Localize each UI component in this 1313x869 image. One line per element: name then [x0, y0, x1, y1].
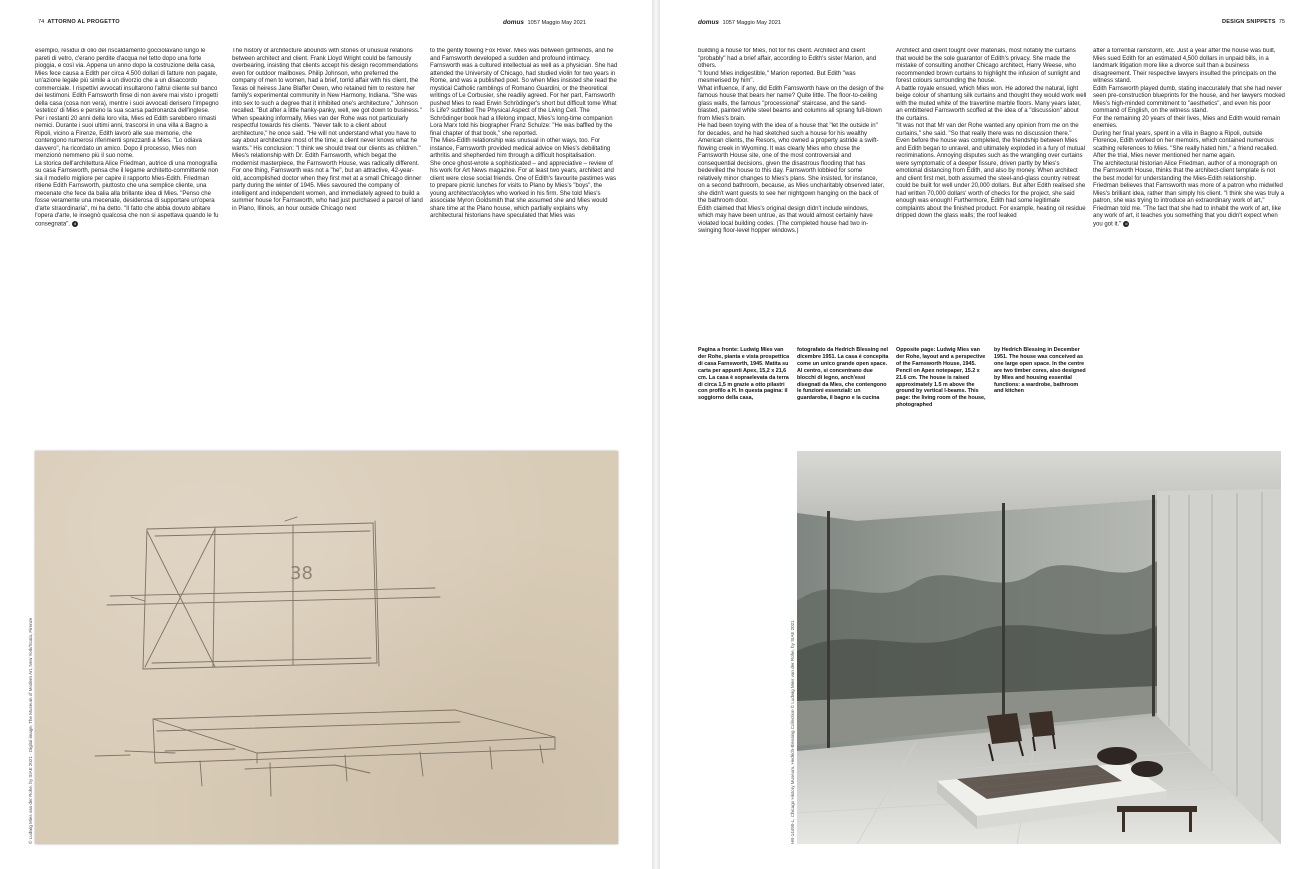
left-header	[38, 19, 120, 26]
end-mark-icon: d	[1125, 220, 1128, 226]
left-column-2	[232, 48, 423, 343]
left-photo-credit: © Ludwig Mies van der Rohe, by SIAE 2021 · Digital image, The Museum of Modern Art, New York/Scala, Firenze	[28, 617, 33, 844]
paragraph: During her final years, spent in a villa in Bagno a Ripoli, outside Florence, Edith worked on her memoirs, which contained numerous scathing references to Mies. "She really hated him," a friend recalled. After the trial, Mies never mentioned her name again.	[1093, 130, 1278, 159]
left-page-number: 74	[38, 19, 45, 25]
paragraph: She once ghost-wrote a sophisticated – and appreciative – review of his work for Art News magazine. For at least two years, architect and client were close social friends. One of Edith's favourite pastimes was to prepare picnic lunches for visits to Plano by Mies's "boys", the young architect/acolytes who worked in his firm. She told Mies's associate Myron Goldsmith that she assumed she and Mies would share time at the Plano house, which partially explains why architectural historians have speculated that Mies was	[430, 160, 617, 219]
paragraph: Friedman believes that Farnsworth was more of a patron who midwifed Mies's brilliant idea, rather than simply his client. "I think she was truly a patron, she was trying to introduce an extraordinary work of art," Friedman told me. "The fact that she had to inhabit the work of art, like any work of art, it teaches you something that you didn't expect when you got it."	[1093, 183, 1285, 228]
interior-photo-drawing	[797, 451, 1281, 844]
paragraph: after a torrential rainstorm, etc. Just a year after the house was built, Mies sued Edith for an estimated 4,500 dollars in unpaid bills, in a landmark litigation more like a divorce suit than a business disagreement. Their respective lawyers insulted the principals on the witness stand.	[1093, 48, 1277, 84]
caption-italian-1: Pagina a fronte: Ludwig Mies van der Rohe, pianta e vista prospettica di casa Farnsworth, 1945. Matita su carta per appunti Apex, 15,2 x 21,6 cm. La casa è sopraelevata da terra di circa 1,5 m grazie a otto pilastri con profilo a H. In questa pagina: il soggiorno della casa,	[698, 347, 790, 402]
left-section-title: ATTORNO AL PROGETTO	[47, 19, 120, 25]
left-page	[0, 0, 652, 869]
pencil-sketch-drawing	[35, 451, 618, 844]
right-header	[1222, 19, 1285, 26]
paragraph: A battle royale ensued, which Mies won. He adored the natural, light beige colour of shantung silk curtains and thought they would work well with the muted white of the travertine marble floors. Many years later, an embittered Farnsworth scoffed at the idea of a "discussion" about the curtains.	[896, 85, 1087, 122]
farnsworth-interior-photo	[797, 451, 1281, 844]
paragraph: The Mies-Edith relationship was unusual in other ways, too. For instance, Farnsworth provided medical advice on Mies's debilitating arthritis and shepherded him through a difficult hospitalisation.	[430, 138, 611, 159]
right-column-1	[698, 48, 885, 344]
right-header-issue	[698, 19, 781, 27]
paragraph: "I found Mies indigestible," Marion reported. But Edith "was mesmerised by him".	[698, 70, 856, 84]
paragraph: Architect and client fought over materials, most notably the curtains that would be the sole guarantor of Edith's privacy. She made the mistake of consulting another Chicago architect, Harry Weese, who recommended brown curtains to highlight the infusion of sunlight and forest colours surrounding the house.	[896, 48, 1081, 84]
paragraph: What influence, if any, did Edith Farnsworth have on the design of the famous house that bears her name? Quite little. The floor-to-ceiling glass walls, the famous "processional" staircase, and the sand-blasted, painted white steel beams and columns all sprang full-blown from Mies's brain.	[698, 85, 884, 122]
caption-english-1: Opposite page: Ludwig Mies van der Rohe, layout and a perspective of the Farnsworth House, 1945. Pencil on Apex notepaper, 15.2 x 21.6 cm. The house is raised approximately 1.5 m above the ground by vertical I-beams. This page: the living room of the house, photographed	[896, 347, 986, 409]
paragraph: Even before the house was completed, the friendship between Mies and Edith began to unravel, and ultimately exploded in a fury of mutual recriminations. Annoying disputes such as the wrangling over curtains were symptomatic of a deeper fissure, driven partly by Mies's emotional distancing from Edith, and also by money. When architect and client first met, both assumed the steel-and-glass country retreat could be built for well under 20,000 dollars. But after Edith realised she had written 70,000 dollars' worth of checks for the project, she said enough was enough! Furthermore, Edith had some legitimate complaints about the finished product. For example, heating oil residue dripped down the glass walls; the roof leaked	[896, 138, 1086, 219]
left-issue: 1057 Maggio May 2021	[527, 20, 586, 26]
right-page-number: 75	[1278, 19, 1286, 25]
caption-italian-2: fotografato da Hedrich Blessing nel dicembre 1951. La casa è concepita come un unico grande open space. Al centro, si concentrano due blocchi di legno, anch'essi disegnati da Mies, che contengono le funzioni essenziali: un guardaroba, il bagno e la cucina	[797, 347, 889, 402]
page-gutter	[652, 0, 660, 869]
right-page	[660, 0, 1313, 869]
paragraph: La storica dell'architettura Alice Friedman, autrice di una monografia su casa Farnsworth, pensa che il legame architetto-committente non sia il modello migliore per capire il rapporto Mies-Edith. Friedman ritiene Edith Farnsworth, piuttosto che una semplice cliente, una mecenate che fece da balia alla brillante idea di Mies. "Penso che fosse veramente una mecenate, desiderosa di supportare un'opera d'arte straordinaria", mi ha detto. "Il fatto che abbia dovuto abitare l'opera d'arte, le insegnò qualcosa che non si aspettava quando le fu consegnata".	[35, 160, 219, 228]
paragraph: The history of architecture abounds with stories of unusual relations between architect and client. Frank Lloyd Wright could be famously overbearing, insisting that clients accept his design recommendations even for outdoor mailboxes. Philip Johnson, who preferred the company of men to women, had a brief, torrid affair with his client, the Texas oil heiress Jane Blaffer Owen, who retained him to restore her family's experimental community in New Harmony, Indiana. "She was into sex to such a degree that it inhibited one's architecture," Johnson recalled. "But after a little hanky-panky, well, we got down to business." When speaking informally, Mies van der Rohe was not particularly respectful towards his clients. "Never talk to a client about architecture," he once said. "He will not understand what you have to say about architecture most of the time; a client never knows what he wants." His conclusion: "I think we should treat our clients as children."	[232, 48, 422, 152]
sketch-annotation: 38	[290, 563, 313, 584]
right-column-2	[896, 48, 1087, 344]
right-section-title: DESIGN SNIPPETS	[1222, 19, 1276, 25]
paragraph: Mies's relationship with Dr. Edith Farnsworth, which begat the modernist masterpiece, the Farnsworth House, was radically different. For one thing, Farnsworth was not a "he", but an attractive, 42-year-old, accomplished doctor when they first met at a small Chicago dinner party during the winter of 1945. Mies savoured the company of intelligent and independent women, and immediately agreed to build a summer house for Farnsworth, who had just purchased a parcel of land in Plano, Illinois, an hour outside Chicago next	[232, 153, 423, 212]
right-issue: 1057 Maggio May 2021	[722, 20, 781, 26]
right-column-3	[1093, 48, 1285, 348]
right-photo-credit: HB-14490-L, Chicago History Museum, Hedrich-Blessing Collection © Ludwig Mies van der Rohe, by SIAE 2021	[790, 620, 795, 844]
right-magazine-brand: domus	[698, 19, 719, 26]
left-header-issue	[503, 19, 586, 27]
left-magazine-brand: domus	[503, 19, 524, 26]
paragraph: to the gently flowing Fox River. Mies was between girlfriends, and he and Farnsworth developed a sudden and profound intimacy. Farnsworth was a cultured intellectual as well as a physician. She had attended the University of Chicago, had studied violin for two years in Rome, and was a published poet. So when Mies insisted she read the mystical Catholic ramblings of Romano Guardini, or the theoretical writings of Le Corbusier, she readily agreed. For her part, Farnsworth pushed Mies to read Erwin Schrödinger's short but difficult tome What Is Life? subtitled The Physical Aspect of the Living Cell. The Schrödinger book had a lifelong impact, Mies's long-time companion Lora Marx told his biographer Franz Schulze: "He was baffled by the final chapter of that book," she reported.	[430, 48, 618, 137]
paragraph: Edith claimed that Mies's original design didn't include windows, which may have been untrue, as that would almost certainly have violated local building codes. (The completed house had two in-swinging floor-level hopper windows.)	[698, 205, 873, 234]
left-column-3	[430, 48, 620, 343]
paragraph: esempio, residui di olio del riscaldamento gocciolavano lungo le pareti di vetro, c'erano perdite d'acqua nel tetto dopo una forte pioggia, e così via. Appena un anno dopo la costruzione della casa, Mies fece causa a Edith per circa 4.500 dollari di fatture non pagate, un'azione legale più simile a un divorzio che a un disaccordo commerciale. I rispettivi avvocati insultarono l'altrui cliente sul banco dei testimoni. Edith Farnsworth finse di non avere mai visto i progetti della casa (cosa non vera), mentre i suoi avvocati derisero l'impegno 'estetico' di Mies e persino la sua scarsa padronanza dell'inglese.	[35, 48, 219, 114]
paragraph: "It was not that Mr van der Rohe wanted any opinion from me on the curtains," she said. "So that really there was no discussion there."	[896, 123, 1079, 137]
paragraph: The architectural historian Alice Friedman, author of a monograph on the Farnsworth House, thinks that the architect-client template is not the best model for understanding the Mies-Edith relationship.	[1093, 160, 1278, 182]
paragraph: For the remaining 20 years of their lives, Mies and Edith would remain enemies.	[1093, 115, 1281, 129]
end-mark-icon: d	[73, 220, 77, 226]
paragraph: Edith Farnsworth played dumb, stating inaccurately that she had never seen pre-construction blueprints for the house, and her lawyers mocked Mies's high-minded commitment to "aesthetics", and even his poor command of English, on the witness stand.	[1093, 85, 1285, 114]
paragraph: He had been toying with the idea of a house that "let the outside in" for decades, and he had sketched such a house for his wealthy American clients, the Resors, who owned a property astride a swift-flowing creek in Wyoming. It was clearly Mies who chose the Farnsworth House site, one of the most controversial and consequential decisions, given the disastrous flooding that has bedevilled the house to this day. Farnsworth lobbied for some relatively minor changes to Mies's plans. She insisted, for instance, on a second bathroom, because, as Mies uncharitably observed later, she didn't want guests to see her nightgown hanging on the back of the bathroom door.	[698, 123, 885, 204]
paragraph: building a house for Mies, not for his client. Architect and client "probably" had a brief affair, according to Edith's sister Marion, and others.	[698, 48, 877, 69]
left-column-1	[35, 48, 221, 348]
caption-english-2: by Hedrich Blessing in December 1951. The house was conceived as one large open space. In the centre are two timber cores, also designed by Mies and housing essential functions: a wardrobe, bathroom and kitchen	[994, 347, 1086, 395]
paragraph: Per i restanti 20 anni della loro vita, Mies ed Edith sarebbero rimasti nemici. Durante i suoi ultimi anni, trascorsi in una villa a Bagno a Ripoli, vicino a Firenze, Edith lavorò alle sue memorie, che contengono numerosi riferimenti sprezzanti a Mies. "Lo odiava davvero", ha ricordato un amico. Dopo il processo, Mies non menzionò nemmeno più il suo nome.	[35, 115, 217, 159]
farnsworth-sketch-image	[35, 451, 618, 844]
